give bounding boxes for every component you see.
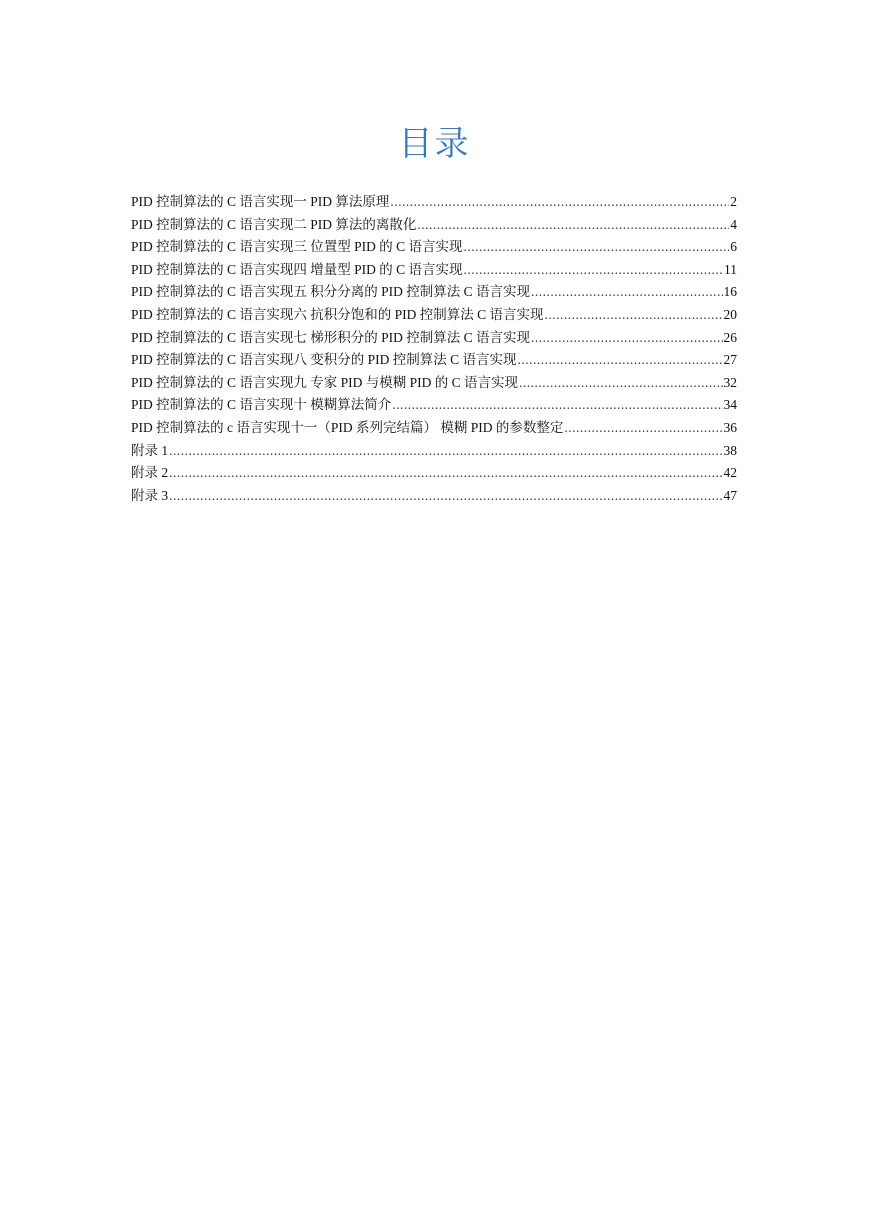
toc-entry[interactable] [131,191,737,214]
toc-entry-title: PID 控制算法的 c 语言实现十一（PID 系列完结篇） 模糊 PID 的参数整定 [131,419,564,435]
toc-dot-leader [169,485,722,508]
toc-dot-leader [169,440,722,463]
toc-entry[interactable] [131,327,737,350]
toc-entry[interactable] [131,281,737,304]
toc-entry-page: 26 [723,329,737,345]
toc-entry-title: PID 控制算法的 C 语言实现九 专家 PID 与模糊 PID 的 C 语言实现 [131,374,519,390]
toc-entry-page: 6 [730,239,737,255]
toc-dot-leader [519,372,722,395]
toc-entry-page: 42 [723,465,737,481]
toc-dot-leader [392,394,722,417]
toc-dot-leader [169,462,722,485]
toc-entry-page: 2 [730,194,737,209]
toc-dot-leader [531,281,722,304]
toc-dot-leader [518,349,723,372]
toc-entry[interactable] [131,462,737,485]
toc-entry-title: 附录 2 [131,465,169,481]
toc-entry-title: PID 控制算法的 C 语言实现六 抗积分饱和的 PID 控制算法 C 语言实现 [131,306,544,322]
toc-dot-leader [390,191,729,214]
toc-entry-title: PID 控制算法的 C 语言实现三 位置型 PID 的 C 语言实现 [131,239,463,255]
toc-entry-title: PID 控制算法的 C 语言实现一 PID 算法原理 [131,194,390,209]
toc-entry-title: PID 控制算法的 C 语言实现四 增量型 PID 的 C 语言实现 [131,261,463,277]
toc-entry-title: PID 控制算法的 C 语言实现八 变积分的 PID 控制算法 C 语言实现 [131,352,517,368]
toc-entry[interactable] [131,485,737,508]
toc-entry[interactable] [131,440,737,463]
toc-entry-page: 34 [723,397,737,413]
toc-entry[interactable] [131,372,737,395]
toc-dot-leader [564,417,722,440]
toc-dot-leader [545,304,723,327]
toc-entry-title: 附录 1 [131,442,169,458]
toc-entry-title: 附录 3 [131,487,169,503]
toc-entry[interactable] [131,349,737,372]
toc-entry-page: 47 [723,487,737,503]
toc-entry-page: 20 [723,306,737,322]
toc-entry[interactable] [131,214,737,237]
toc-entry-title: PID 控制算法的 C 语言实现五 积分分离的 PID 控制算法 C 语言实现 [131,284,531,300]
toc-entry[interactable] [131,236,737,259]
toc-entry-title: PID 控制算法的 C 语言实现十 模糊算法简介 [131,397,392,413]
toc-entry-page: 27 [723,352,737,368]
toc-entry-title: PID 控制算法的 C 语言实现二 PID 算法的离散化 [131,216,417,232]
toc-entry-page: 32 [723,374,737,390]
toc-dot-leader [464,236,730,259]
toc-entry-page: 36 [723,419,737,435]
toc-entry-title: PID 控制算法的 C 语言实现七 梯形积分的 PID 控制算法 C 语言实现 [131,329,531,345]
toc-entry-page: 4 [730,216,737,232]
toc-title: 目录 [398,124,471,164]
toc-entry[interactable] [131,394,737,417]
toc-entry[interactable] [131,417,737,440]
toc-entry[interactable] [131,304,737,327]
toc-entry-page: 16 [723,284,737,300]
toc-dot-leader [464,259,723,282]
toc-dot-leader [531,327,722,350]
toc-list [131,191,737,507]
toc-dot-leader [417,214,729,237]
toc-entry[interactable] [131,259,737,282]
toc-entry-page: 38 [723,442,737,458]
toc-entry-page: 11 [724,261,737,277]
